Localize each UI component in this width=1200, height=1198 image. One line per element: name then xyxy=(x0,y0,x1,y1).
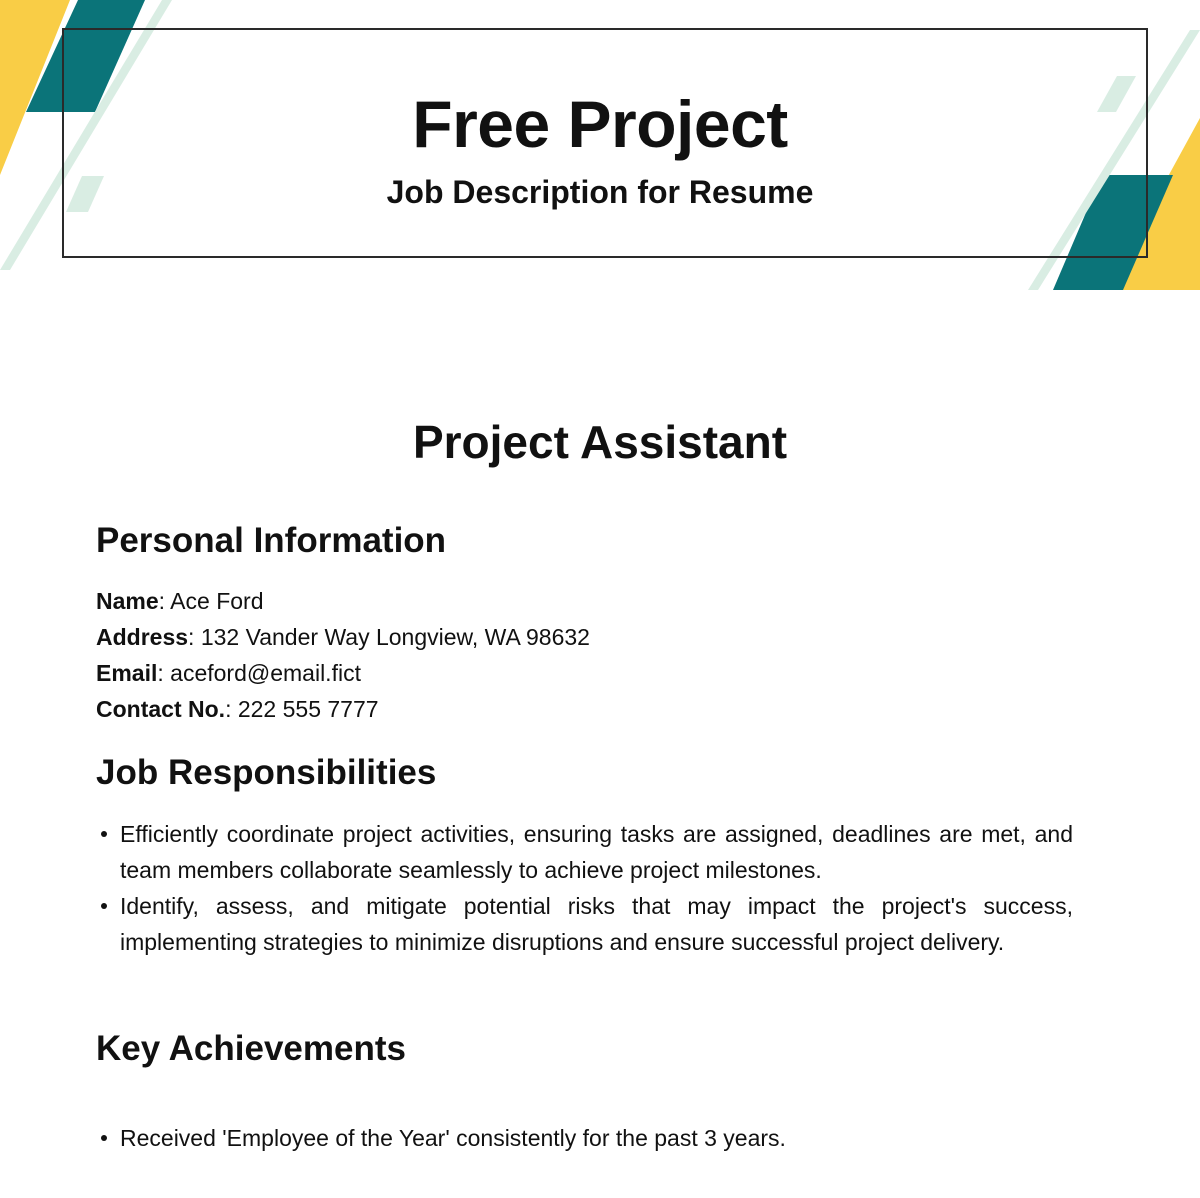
contact-row xyxy=(96,691,590,727)
contact-value: : 222 555 7777 xyxy=(225,696,379,722)
name-label: Name xyxy=(96,588,159,614)
list-item xyxy=(96,1120,1073,1156)
personal-info-heading: Personal Information xyxy=(96,521,447,560)
address-row xyxy=(96,619,590,655)
bullet-icon xyxy=(101,831,107,837)
page-subtitle: Job Description for Resume xyxy=(386,174,814,210)
email-label: Email xyxy=(96,660,158,686)
list-item xyxy=(96,816,1073,888)
address-value: : 132 Vander Way Longview, WA 98632 xyxy=(188,624,590,650)
bullet-icon xyxy=(101,903,107,909)
personal-info-block xyxy=(96,583,590,727)
page-title: Free Project xyxy=(412,87,788,161)
email-value: : aceford@email.fict xyxy=(157,660,361,686)
list-item-text: Efficiently coordinate project activities, ensuring tasks are assigned, deadlines are met, and team members collaborate seamlessly to achieve project milestones. xyxy=(120,821,1073,883)
bullet-icon xyxy=(101,1135,107,1141)
name-row xyxy=(96,583,590,619)
list-item-text: Received 'Employee of the Year' consistently for the past 3 years. xyxy=(120,1125,786,1151)
name-value: : Ace Ford xyxy=(158,588,264,614)
achievements-list xyxy=(96,1120,1073,1156)
email-row xyxy=(96,655,590,691)
address-label: Address xyxy=(96,624,189,650)
responsibilities-list xyxy=(96,816,1073,960)
contact-label: Contact No. xyxy=(96,696,226,722)
list-item-text: Identify, assess, and mitigate potential risks that may impact the project's success, implementing strategies to minimize disruptions and ensure successful project delivery. xyxy=(120,893,1073,955)
achievements-heading: Key Achievements xyxy=(96,1029,406,1068)
list-item xyxy=(96,888,1073,960)
role-title: Project Assistant xyxy=(412,416,788,468)
responsibilities-heading: Job Responsibilities xyxy=(96,753,437,792)
